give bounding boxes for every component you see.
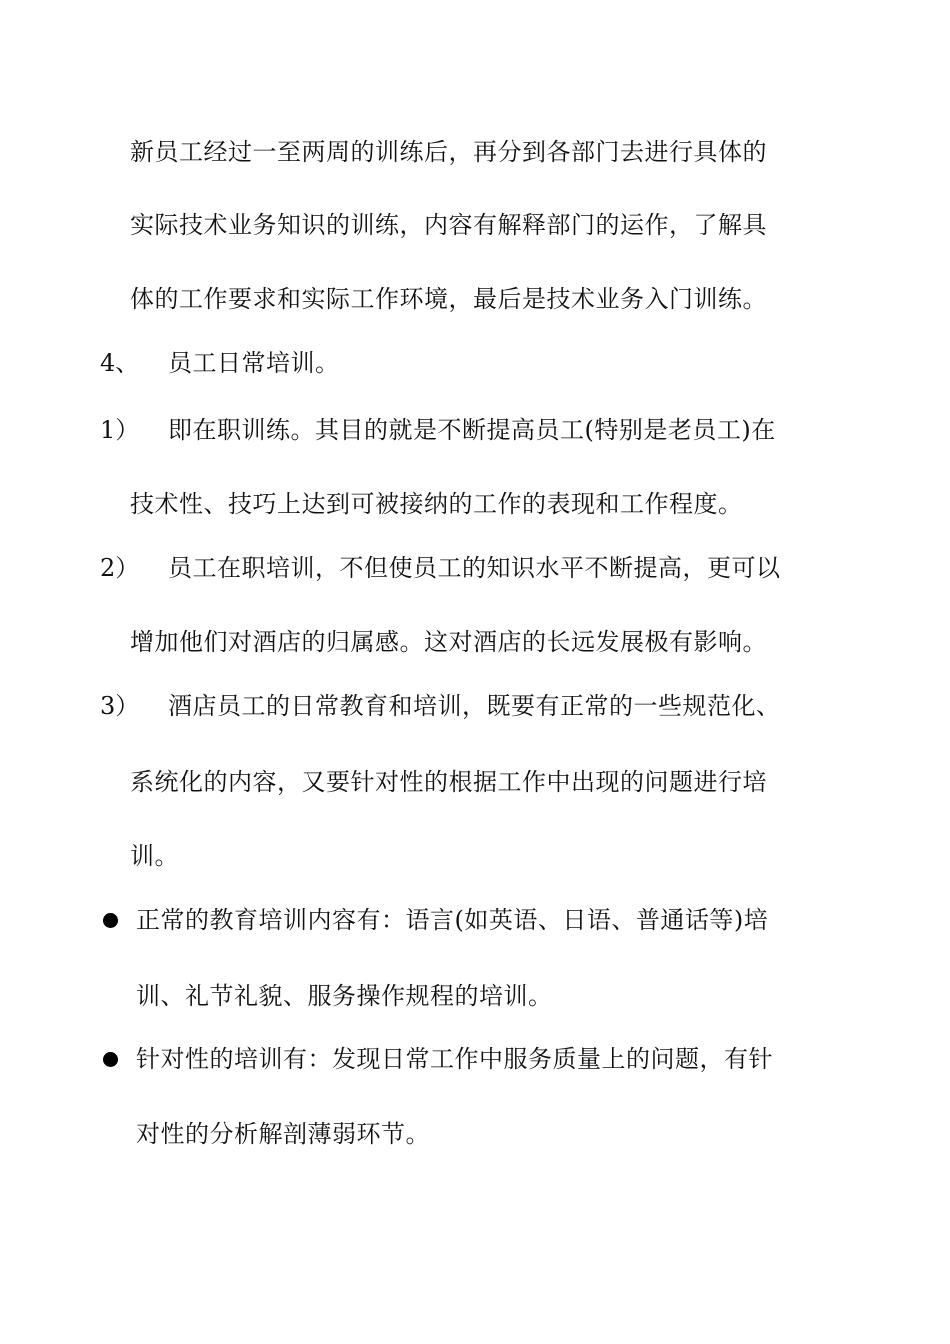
item-2-marker: 2） (100, 554, 140, 582)
item-3-marker: 3） (100, 692, 140, 720)
intro-line-3: 体的工作要求和实际工作环境，最后是技术业务入门训练。 (130, 285, 767, 313)
item-2-line-1: 员工在职培训，不但使员工的知识水平不断提高，更可以 (168, 554, 781, 582)
bullet-1-line-1: 正常的教育培训内容有：语言(如英语、日语、普通话等)培 (136, 906, 769, 934)
item-3-line-1: 酒店员工的日常教育和培训，既要有正常的一些规范化、 (168, 692, 781, 720)
intro-line-1: 新员工经过一至两周的训练后，再分到各部门去进行具体的 (130, 138, 767, 166)
item-1-marker: 1） (100, 416, 140, 444)
bullet-dot-icon (103, 913, 118, 928)
item-1-line-1: 即在职训练。其目的就是不断提高员工(特别是老员工)在 (168, 416, 776, 444)
intro-line-2: 实际技术业务知识的训练，内容有解释部门的运作，了解具 (130, 211, 767, 239)
item-2-line-2: 增加他们对酒店的归属感。这对酒店的长远发展极有影响。 (130, 628, 767, 656)
bullet-1-line-2: 训、礼节礼貌、服务操作规程的培训。 (136, 982, 553, 1010)
bullet-dot-icon (103, 1052, 118, 1067)
bullet-2-line-1: 针对性的培训有：发现日常工作中服务质量上的问题，有针 (136, 1045, 773, 1073)
item-1-line-2: 技术性、技巧上达到可被接纳的工作的表现和工作程度。 (130, 490, 743, 518)
section-4-title: 员工日常培训。 (168, 349, 340, 377)
item-3-line-3: 训。 (130, 842, 179, 870)
section-4-number: 4、 (100, 349, 140, 377)
item-3-line-2: 系统化的内容，又要针对性的根据工作中出现的问题进行培 (130, 768, 767, 796)
bullet-2-line-2: 对性的分析解剖薄弱环节。 (136, 1120, 430, 1148)
